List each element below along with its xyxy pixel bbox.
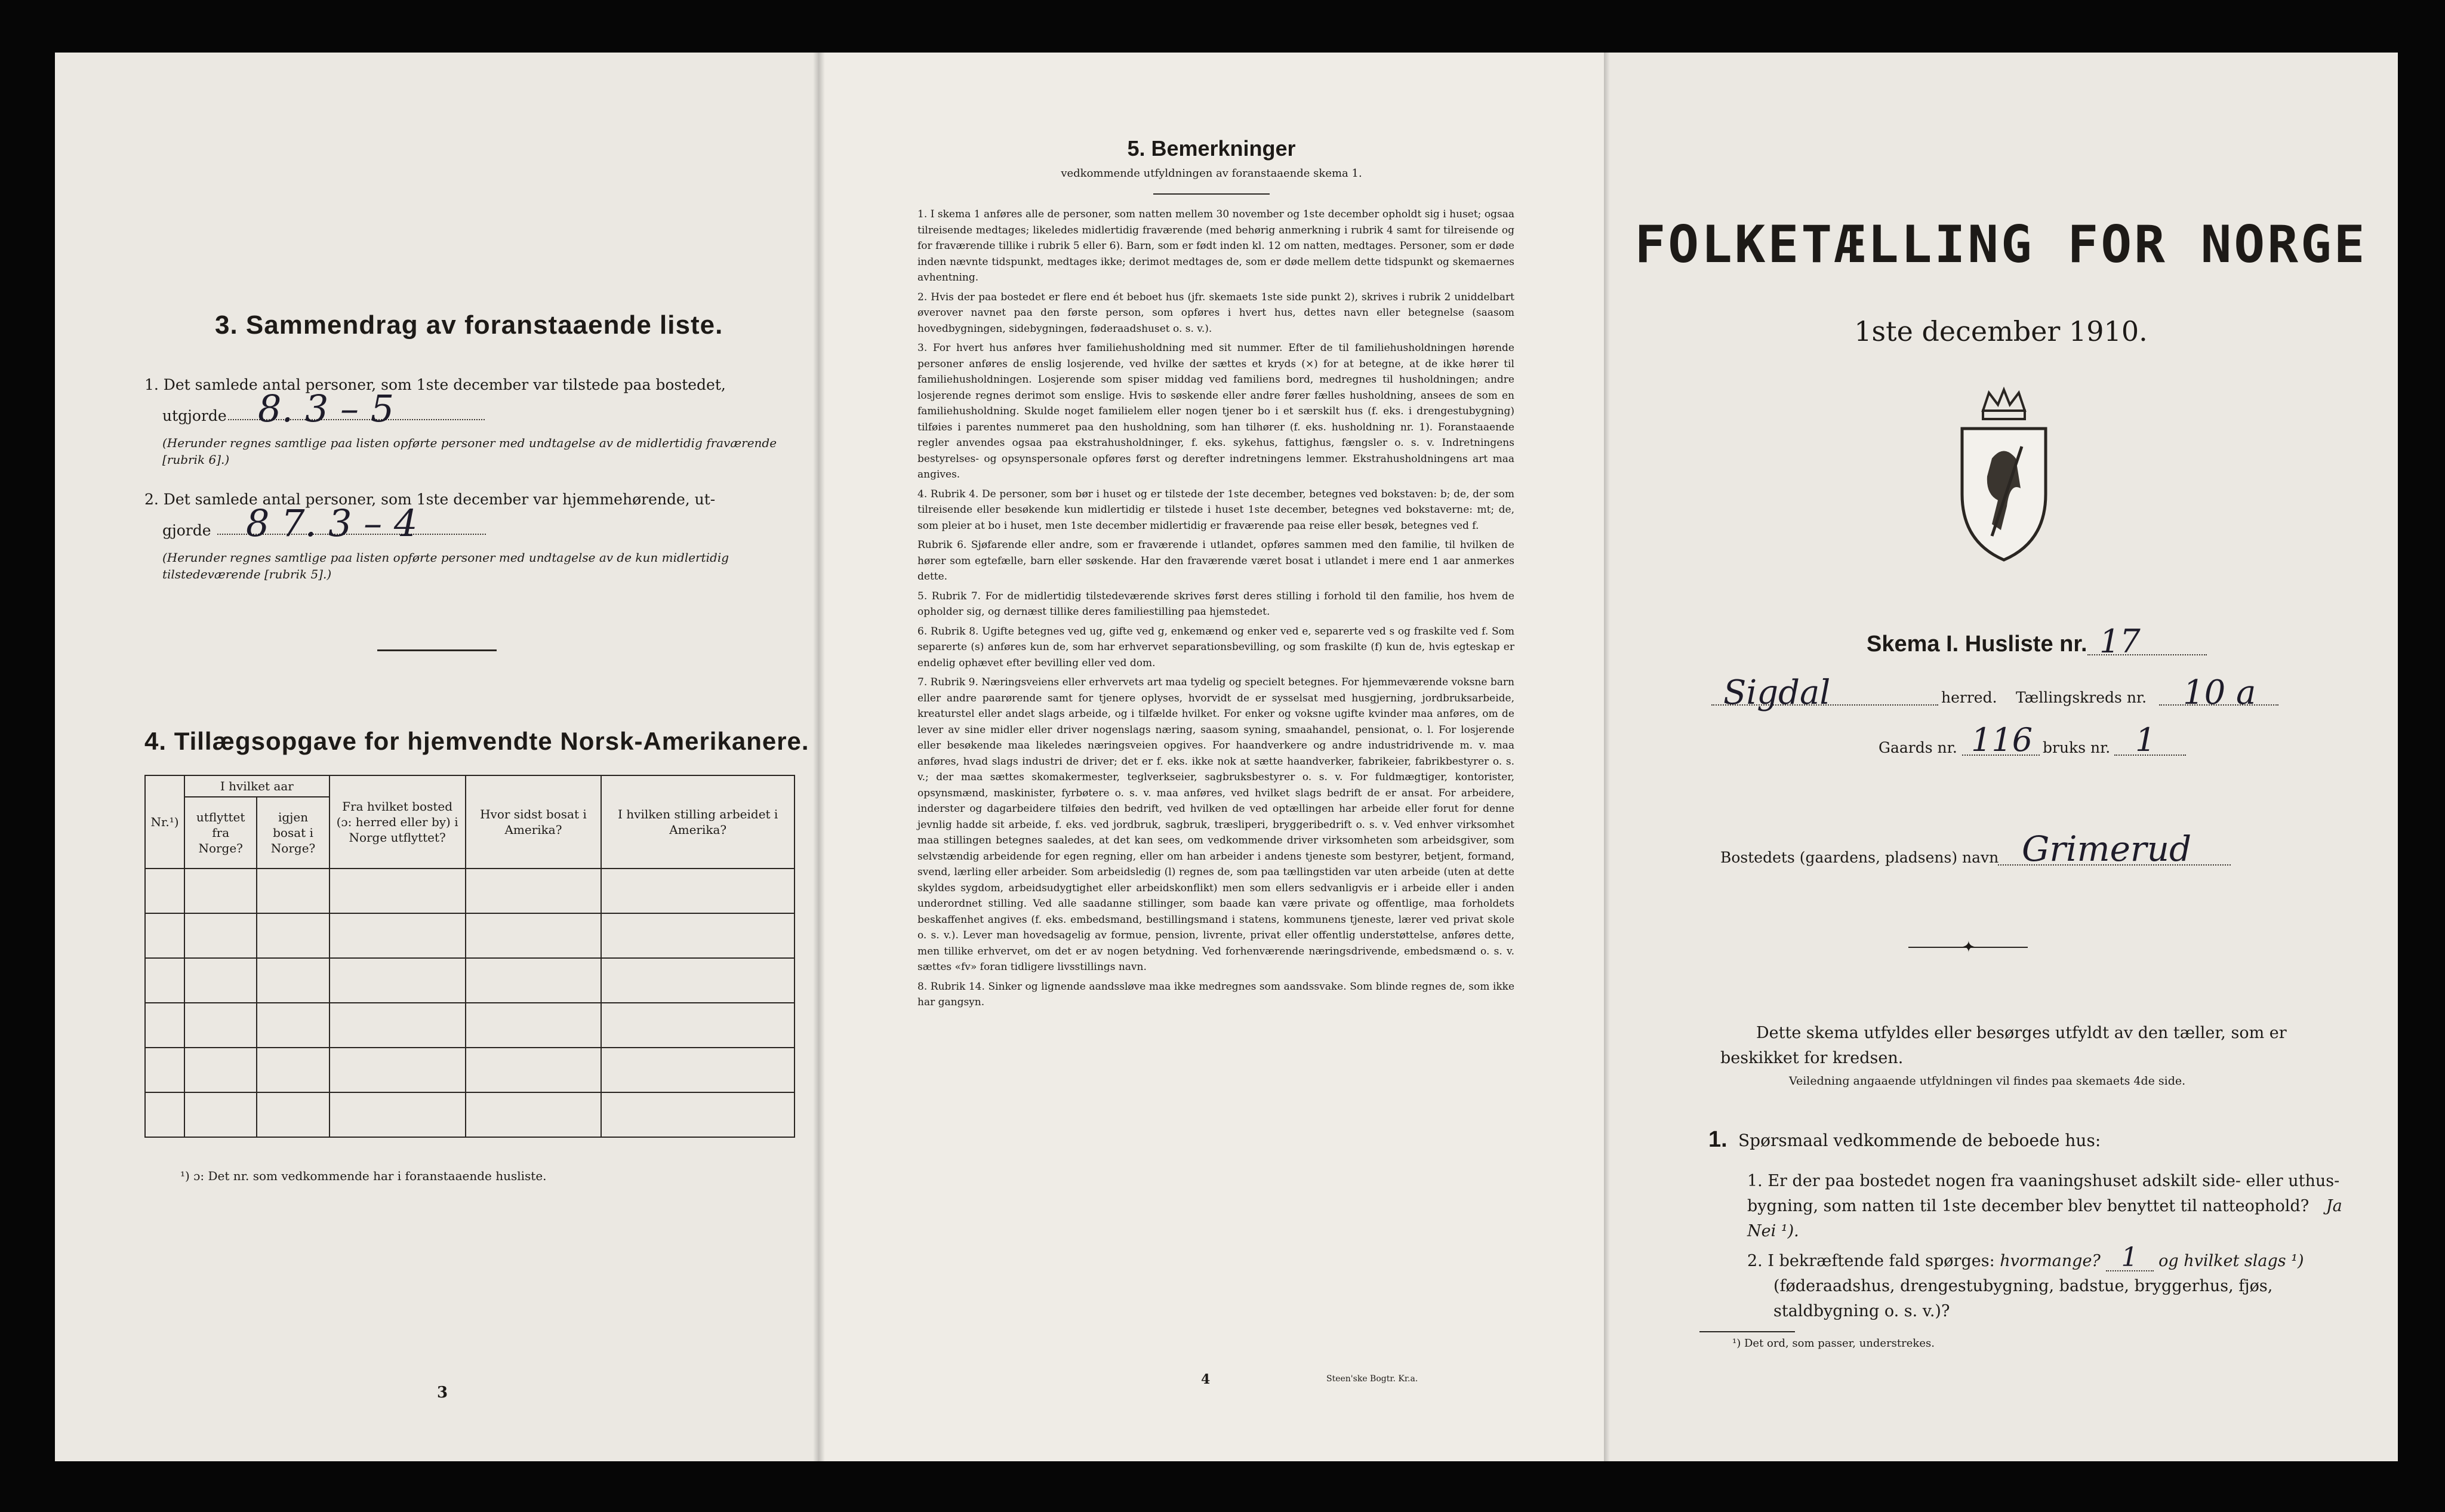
census-date: 1ste december 1910.: [1854, 315, 2148, 347]
printer-mark: Steen'ske Bogtr. Kr.a.: [1326, 1374, 1418, 1384]
herred-name: Sigdal: [1723, 673, 1831, 712]
table-row: [145, 869, 795, 913]
bruks-label: bruks nr.: [2043, 739, 2111, 756]
table-row: [145, 1092, 795, 1137]
remark-5: 5. Rubrik 7. For de midlertidig tilstedeværende skrives først deres stilling i forhold til den familie, hos hvem de opholder sig, og dernæst tillike deres familiestilling paa hjemstedet.: [917, 590, 1514, 618]
col-last: Hvor sidst bosat i Amerika?: [466, 775, 602, 869]
intro-small: Veiledning angaaende utfyldningen vil findes paa skemaets 4de side.: [1789, 1074, 2186, 1088]
col-nr: Nr.¹): [145, 775, 184, 869]
ornament-icon: ✦: [1962, 938, 1975, 956]
remarks-list: [917, 207, 1514, 1014]
item-1-label: utgjorde: [162, 407, 227, 424]
item-1-handwritten: 8. 3 – 5: [258, 387, 395, 430]
question-1-answer: Ja Nei ¹).: [1747, 1197, 2342, 1240]
section-divider: [377, 649, 497, 651]
bemerkninger-subheading: vedkommende utfyldningen av foranstaaende skema 1.: [1061, 167, 1362, 180]
heading-divider: [1153, 193, 1270, 195]
table-row: [145, 958, 795, 1003]
kreds-number: 10 a: [2183, 673, 2256, 712]
norsk-amerikanere-table: [144, 775, 795, 1138]
col-occupation: I hvilken stilling arbeidet i Amerika?: [601, 775, 795, 869]
bosted-name: Grimerud: [2022, 829, 2192, 869]
table-row: [145, 1048, 795, 1092]
page-fold-shadow: [819, 53, 825, 1461]
kreds-label: Tællingskreds nr.: [2016, 689, 2147, 706]
page-number: 4: [1201, 1372, 1211, 1387]
page-3: [55, 53, 819, 1461]
husliste-number: 17: [2099, 623, 2141, 660]
coat-of-arms-icon: [1950, 387, 2058, 566]
herred-label: herred.: [1941, 689, 1997, 706]
remark-3: 3. For hvert hus anføres hver familiehusholdning med sit nummer. Efter de til familiehusholdningen hørende personer anføres de enslig losjerende, ved hvilke der sættes et kryds (×) for at betegne, at de ikke hører til familiehusholdningen. Losjerende som spiser middag ved familiens bord, medregnes til husholdningen; andre losjerende regnes derimot som enslige. Hvis to søskende eller andre fører fælles husholdning, ansees de som en familiehusholdning. Skulde noget familielem eller nogen tjener bo i et særskilt hus (f. eks. i drengestubygning) tilføies i parentes nummeret paa den husholdning, som han tilhører (f. eks. husholdning nr. 1). Foranstaaende regler anvendes ogsaa paa ekstrahusholdninger, f. eks. sykehus, fattighus, fængsler o. s. v. Indretningens bestyrelses- og opsynspersonale opføres først og derefter indretningens lemmer. Ekstrahusholdningens art maa angives.: [917, 342, 1514, 481]
remark-4: 4. Rubrik 4. De personer, som bør i huset og er tilstede der 1ste december, betegnes ved bokstaven: b; de, der som tilreisende eller besøkende kun midlertidig er tilstede i huset 1ste december, betegnes ved bokstaverne: mt; de, som pleier at bo i huset, men 1ste december midlertidig er fraværende paa reise eller besøk, betegnes ved f.: [917, 488, 1514, 532]
gaards-label: Gaards nr.: [1879, 739, 1957, 756]
question-heading-number: 1.: [1708, 1127, 1727, 1152]
remark-7: 7. Rubrik 9. Næringsveiens eller erhvervets art maa tydelig og specielt betegnes. For hjemmeværende voksne barn eller andre paarørende samt for tjenere oplyses, hvorvidt de er sysselsat med husgjerning, jordbruksarbeide, kreaturstel eller andet slags arbeide, og i tilfælde hvilket. For enker og voksne ugifte kvinder maa anføres, om de lever av sine midler eller driver nogenslags næring, saasom syning, smaahandel, pensionat, o. l. For losjerende eller besøkende maa likeledes næringsveien opgives. For haandverkere og andre industridrivende m. v. maa anføres, hvad slags industri de driver; det er f. eks. ikke nok at sætte haandverker, fabrikeier, fabrikbestyrer o. s. v.; der maa sættes skomakermester, teglverkseier, sagbruksbestyrer o. s. v. For fuldmægtiger, kontorister, opsynsmænd, maskinister, fyrbøtere o. s. v. maa anføres, ved hvilket slags bedrift de er ansat. For arbeidere, inderster og dagarbeidere tilføies den bedrift, ved hvilken de ved optællingen har arbeide eller forut for denne jevnlig hadde sit arbeide, f. eks. ved jordbruk, sagbruk, træsliperi, bryggeribedrift o. s. v. Ved enhver virksomhet maa stillingen betegnes saaledes, at det kan sees, om vedkommende driver virksomheten som arbeidsgiver, som selvstændig arbeidende for egen regning, eller om han arbeider i andens tjeneste som bestyrer, betjent, formand, svend, lærling eller arbeider. Som arbeidsledig (l) regnes de, som paa tællingstiden var uten arbeide (uten at dette skyldes sygdom, arbeidsudygtighet eller arbeidskonflikt) men som ellers sedvanligvis er i arbeide eller i anden underordnet stilling. Ved alle saadanne stillinger, som baade kan være private og offentlige, maa forholdets beskaffenhet angives (f. eks. embedsmand, bestillingsmand i statens, kommunens tjeneste, lærer ved privat skole o. s. v.). Lever man hovedsagelig av formue, pension, livrente, privat eller offentlig understøttelse, anføres dette, men tillike erhvervet, om det er av nogen betydning. Ved forhenværende næringsdrivende, embedsmænd o. s. v. sættes «fv» foran tidligere livsstillings navn.: [917, 676, 1514, 973]
page-number: 3: [437, 1384, 448, 1402]
item-1-note: (Herunder regnes samtlige paa listen opførte personer med undtagelse av de midlertidig fraværende [rubrik 6].): [162, 436, 777, 467]
bruks-number: 1: [2135, 721, 2156, 759]
table-row: [145, 1003, 795, 1048]
page-1: [1604, 53, 2398, 1461]
footnote-divider: [1699, 1331, 1795, 1332]
section-4-heading: 4. Tillægsopgave for hjemvendte Norsk-Amerikanere.: [144, 727, 809, 755]
table-row: [145, 913, 795, 958]
page-4: [819, 53, 1604, 1461]
item-2-label: gjorde: [162, 522, 211, 539]
item-2-text: 2. Det samlede antal personer, som 1ste december var hjemmehørende, ut-: [144, 491, 716, 508]
item-2-note: (Herunder regnes samtlige paa listen opførte personer med undtagelse av de kun midlertidig tilstedeværende [rubrik 5].): [162, 550, 729, 581]
section-3-heading: 3. Sammendrag av foranstaaende liste.: [215, 310, 723, 340]
question-2: 2. I bekræftende fald spørges: hvormange? 1 og hvilket slags ¹) (føderaadshus, drengestubygning, badstue, bryggerhus, fjøs, staldbygning o. s. v.)?: [1747, 1242, 2304, 1320]
col-emigrated: utflyttet fra Norge?: [184, 797, 257, 869]
question-2-count: 1: [2106, 1245, 2154, 1271]
remark-4b: Rubrik 6. Sjøfarende eller andre, som er fraværende i utlandet, opføres sammen med den familie, til hvilken de hører som egtefælle, barn eller søskende. Har den fraværende været bosat i utlandet i mere end 1 aar anmerkes dette.: [917, 539, 1514, 583]
remark-6: 6. Rubrik 8. Ugifte betegnes ved ug, gifte ved g, enkemænd og enker ved e, separerte ved s og fraskilte ved f. Som separerte (s) anføres kun de, som har erhvervet separationsbevilling, og som fraskilte (f) kun de, hvis egteskap er endelig ophævet efter bevilling eller ved dom.: [917, 625, 1514, 669]
question-1: 1. Er der paa bostedet nogen fra vaaningshuset adskilt side- eller uthus-bygning, som natten til 1ste december blev benyttet til natteophold? Ja Nei ¹).: [1747, 1172, 2342, 1240]
remark-2: 2. Hvis der paa bostedet er flere end ét beboet hus (jfr. skemaets 1ste side punkt 2), skrives i rubrik 2 uniddelbart øverover navnet paa den første person, som opføres i hvert hus, dettes navn eller betegnelse (saasom hovedbygningen, sidebygningen, føderaadshuset o. s. v.).: [917, 291, 1514, 335]
bemerkninger-heading: 5. Bemerkninger: [1127, 136, 1296, 161]
col-from: Fra hvilket bosted (ɔ: herred eller by) i Norge utflyttet?: [330, 775, 466, 869]
col-group-year: I hvilket aar: [184, 775, 330, 797]
census-title: FOLKETÆLLING FOR NORGE: [1634, 215, 2367, 275]
skema-label: Skema I. Husliste nr.: [1867, 632, 2087, 657]
footnote: ¹) Det ord, som passer, understrekes.: [1732, 1337, 1935, 1350]
remark-1: 1. I skema 1 anføres alle de personer, som natten mellem 30 november og 1ste december opholdt sig i huset; ogsaa tilreisende medtages; likeledes midlertidig fraværende (med behørig anmerkning i rubrik 4 samt for tilreisende og for fraværende tillike i rubrik 5 eller 6). Barn, som er født inden kl. 12 om natten, medtages. Personer, som er døde inden nævnte tidspunkt, medtages ikke; derimot medtages de, som er døde mellem dette tidspunkt og skemaernes avhentning.: [917, 208, 1514, 284]
question-heading: Spørsmaal vedkommende de beboede hus:: [1738, 1131, 2101, 1150]
page-fold-shadow: [813, 53, 819, 1461]
bosted-label: Bostedets (gaardens, pladsens) navn: [1720, 849, 1999, 866]
gaards-number: 116: [1971, 721, 2033, 759]
col-returned: igjen bosat i Norge?: [257, 797, 329, 869]
item-1-text: 1. Det samlede antal personer, som 1ste december var tilstede paa bostedet,: [144, 376, 726, 393]
item-2-handwritten: 8 7. 3 – 4: [246, 501, 418, 545]
table-footnote: ¹) ɔ: Det nr. som vedkommende har i foranstaaende husliste.: [180, 1169, 547, 1183]
remark-8: 8. Rubrik 14. Sinker og lignende aandssløve maa ikke medregnes som aandssvake. Som blinde regnes de, som ikke har gangsyn.: [917, 980, 1514, 1008]
intro-text: Dette skema utfyldes eller besørges utfyldt av den tæller, som er beskikket for kredsen.: [1720, 1024, 2287, 1067]
